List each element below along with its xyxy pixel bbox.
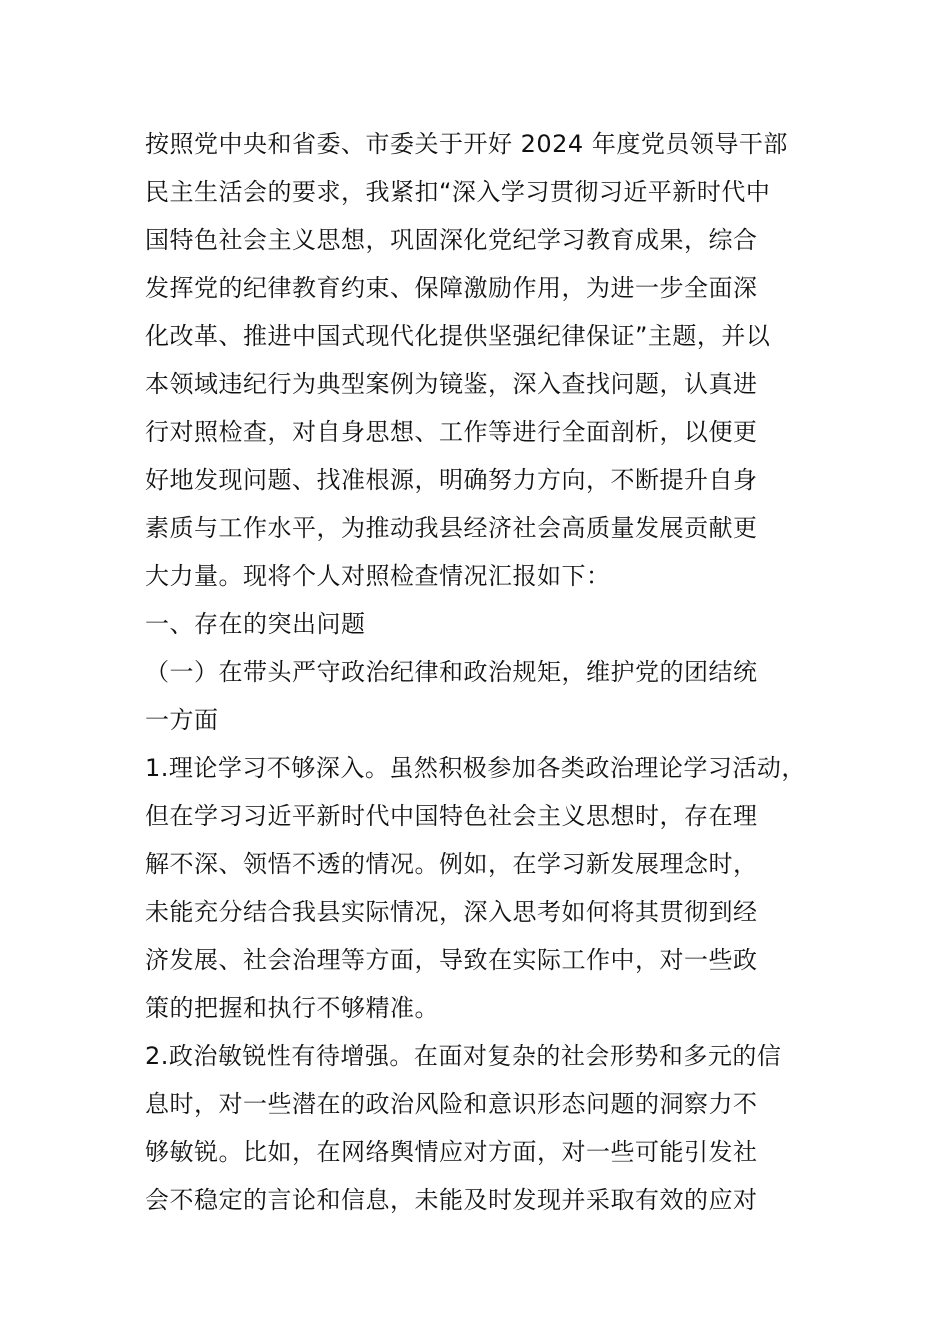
text-line: 够敏锐。比如，在网络舆情应对方面，对一些可能引发社 [145, 1138, 758, 1166]
text-line: 好地发现问题、找准根源，明确努力方向，不断提升自身 [145, 466, 758, 494]
text-line: 会不稳定的言论和信息，未能及时发现并采取有效的应对 [145, 1186, 758, 1214]
text-line: 本领域违纪行为典型案例为镜鉴，深入查找问题，认真进 [145, 370, 758, 398]
document-body [145, 120, 845, 1224]
text-line: 策的把握和执行不够精准。 [145, 994, 439, 1022]
text-line: 素质与工作水平，为推动我县经济社会高质量发展贡献更 [145, 514, 758, 542]
text-line: 济发展、社会治理等方面，导致在实际工作中，对一些政 [145, 946, 758, 974]
text-line: 化改革、推进中国式现代化提供坚强纪律保证”主题，并以 [145, 322, 771, 350]
text-line: 按照党中央和省委、市委关于开好 2024 年度党员领导干部 [145, 130, 788, 158]
text-line: 息时，对一些潜在的政治风险和意识形态问题的洞察力不 [145, 1090, 758, 1118]
text-line: 解不深、领悟不透的情况。例如，在学习新发展理念时， [145, 850, 758, 878]
text-line: 但在学习习近平新时代中国特色社会主义思想时，存在理 [145, 802, 758, 830]
text-line: 1.理论学习不够深入。虽然积极参加各类政治理论学习活动， [145, 754, 806, 782]
text-line: 未能充分结合我县实际情况，深入思考如何将其贯彻到经 [145, 898, 758, 926]
section-heading: 一、存在的突出问题 [145, 610, 366, 638]
text-line: 民主生活会的要求，我紧扣“深入学习贯彻习近平新时代中 [145, 178, 771, 206]
text-line: 发挥党的纪律教育约束、保障激励作用，为进一步全面深 [145, 274, 758, 302]
text-line: 大力量。现将个人对照检查情况汇报如下： [145, 562, 611, 590]
text-line: 国特色社会主义思想，巩固深化党纪学习教育成果，综合 [145, 226, 758, 254]
text-line: 行对照检查，对自身思想、工作等进行全面剖析，以便更 [145, 418, 758, 446]
text-line: 2.政治敏锐性有待增强。在面对复杂的社会形势和多元的信 [145, 1042, 782, 1070]
subsection-heading: （一）在带头严守政治纪律和政治规矩，维护党的团结统 [145, 658, 758, 686]
subsection-heading: 一方面 [145, 706, 219, 734]
